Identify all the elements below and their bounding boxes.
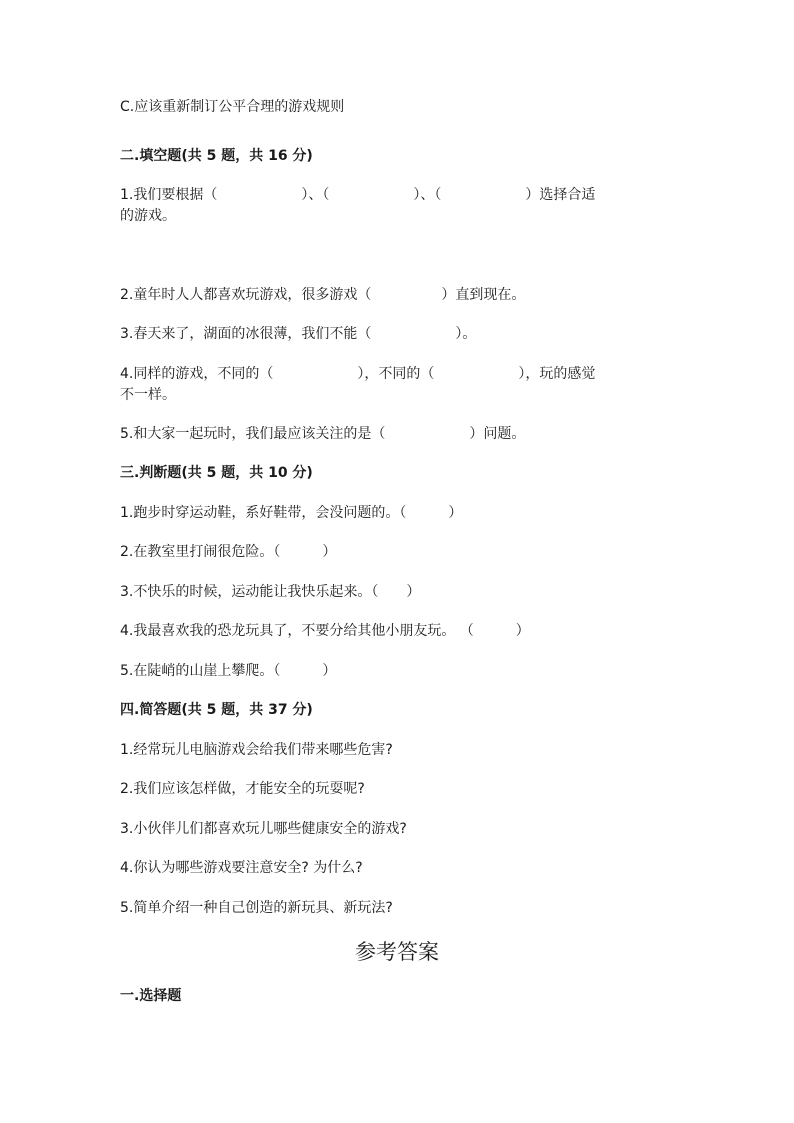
section-heading-fill-blank: 二.填空题(共 5 题，共 16 分): [120, 148, 313, 164]
question-short-3: 3.小伙伴儿们都喜欢玩儿哪些健康安全的游戏?: [120, 821, 407, 837]
answers-title: 参考答案: [355, 940, 439, 964]
question-short-5: 5.简单介绍一种自己创造的新玩具、新玩法?: [120, 900, 393, 916]
question-tf-3: 3.不快乐的时候，运动能让我快乐起来。（ ）: [120, 584, 421, 600]
question-tf-4: 4.我最喜欢我的恐龙玩具了，不要分给其他小朋友玩。 （ ）: [120, 623, 530, 639]
question-fill-1-line1: 1.我们要根据（ ）、（ ）、（ ）选择合适: [120, 187, 596, 203]
answers-section-heading-choice: 一.选择题: [120, 988, 182, 1004]
question-fill-1-line2: 的游戏。: [120, 208, 176, 224]
question-fill-4-line2: 不一样。: [120, 387, 176, 403]
question-tf-1: 1.跑步时穿运动鞋，系好鞋带，会没问题的。（ ）: [120, 505, 463, 521]
question-fill-4-line1: 4.同样的游戏，不同的（ ），不同的（ ），玩的感觉: [120, 366, 596, 382]
question-fill-2: 2.童年时人人都喜欢玩游戏，很多游戏（ ）直到现在。: [120, 287, 526, 303]
option-c: C.应该重新制订公平合理的游戏规则: [120, 99, 345, 115]
question-tf-5: 5.在陡峭的山崖上攀爬。（ ）: [120, 663, 337, 679]
question-fill-3: 3.春天来了，湖面的冰很薄，我们不能（ ）。: [120, 326, 477, 342]
question-fill-5: 5.和大家一起玩时，我们最应该关注的是（ ）问题。: [120, 426, 526, 442]
question-short-1: 1.经常玩儿电脑游戏会给我们带来哪些危害?: [120, 742, 393, 758]
question-short-2: 2.我们应该怎样做，才能安全的玩耍呢?: [120, 781, 365, 797]
question-tf-2: 2.在教室里打闹很危险。（ ）: [120, 544, 337, 560]
question-short-4: 4.你认为哪些游戏要注意安全? 为什么?: [120, 860, 363, 876]
section-heading-short-answer: 四.简答题(共 5 题，共 37 分): [120, 702, 313, 718]
section-heading-true-false: 三.判断题(共 5 题，共 10 分): [120, 465, 313, 481]
